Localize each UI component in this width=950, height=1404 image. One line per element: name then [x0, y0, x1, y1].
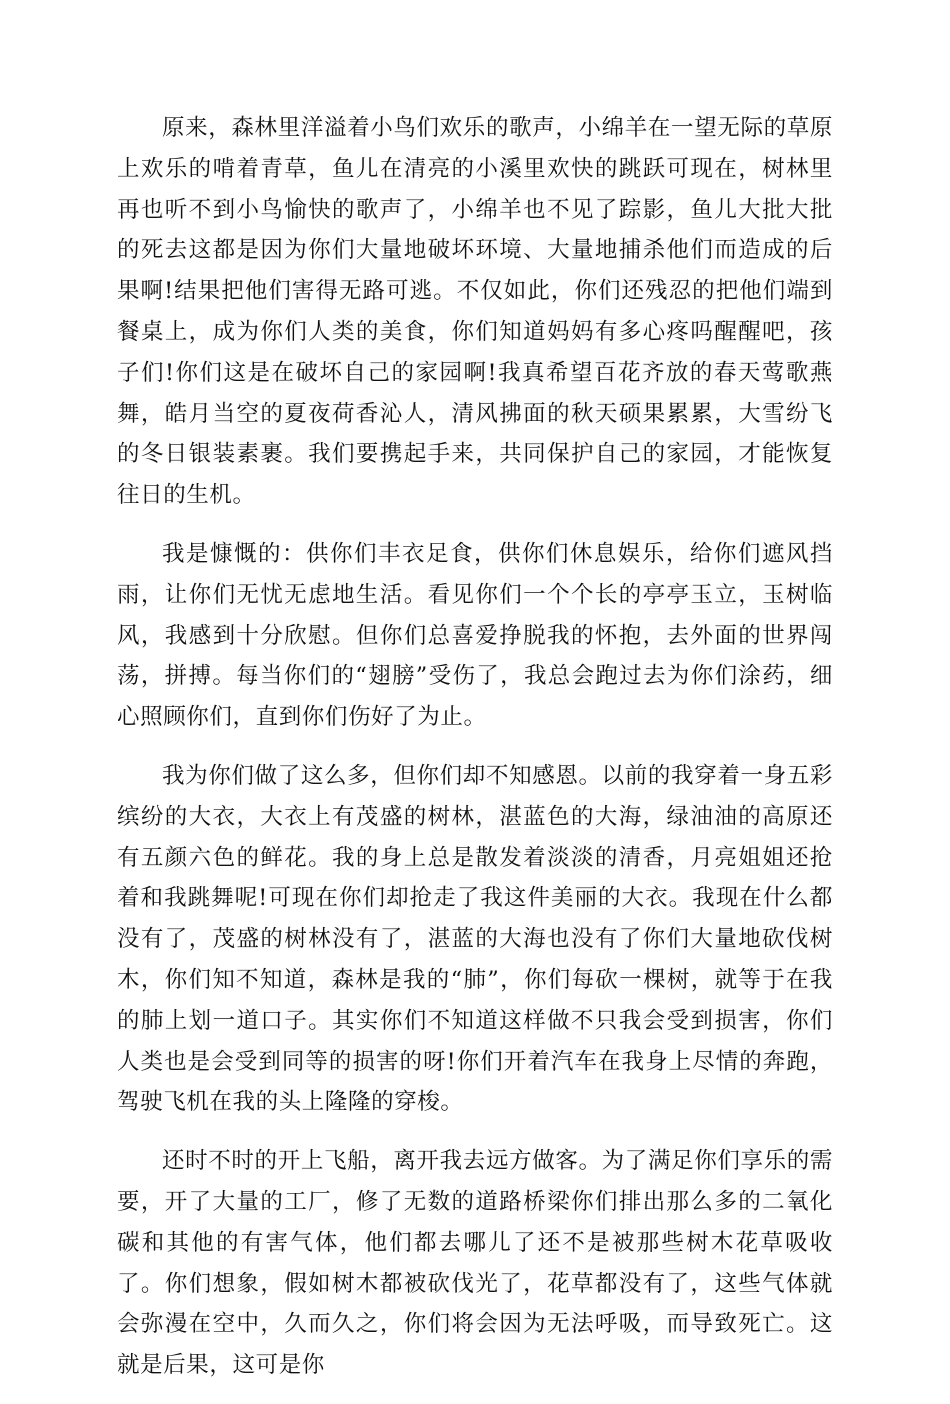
- paragraph-3: 我为你们做了这么多，但你们却不知感恩。以前的我穿着一身五彩缤纷的大衣，大衣上有茂盛的树林，湛蓝色的大海，绿油油的高原还有五颜六色的鲜花。我的身上总是散发着淡淡的清香，月亮姐姐还抢着和我跳舞呢!可现在你们却抢走了我这件美丽的大衣。我现在什么都没有了，茂盛的树林没有了，湛蓝的大海也没有了你们大量地砍伐树木，你们知不知道，森林是我的“肺”，你们每砍一棵树，就等于在我的肺上划一道口子。其实你们不知道这样做不只我会受到损害，你们人类也是会受到同等的损害的呀!你们开着汽车在我身上尽情的奔跑，驾驶飞机在我的头上隆隆的穿梭。: [117, 762, 833, 1116]
- document-page: [117, 108, 833, 1404]
- paragraph-2: 我是慷慨的：供你们丰衣足食，供你们休息娱乐，给你们遮风挡雨，让你们无忧无虑地生活。看见你们一个个长的亭亭玉立，玉树临风，我感到十分欣慰。但你们总喜爱挣脱我的怀抱，去外面的世界闯荡，拼搏。每当你们的“翅膀”受伤了，我总会跑过去为你们涂药，细心照顾你们，直到你们伤好了为止。: [117, 540, 833, 731]
- paragraph-1: 原来，森林里洋溢着小鸟们欢乐的歌声，小绵羊在一望无际的草原上欢乐的啃着青草，鱼儿在清亮的小溪里欢快的跳跃可现在，树林里再也听不到小鸟愉快的歌声了，小绵羊也不见了踪影，鱼儿大批大批的死去这都是因为你们大量地破坏环境、大量地捕杀他们而造成的后果啊!结果把他们害得无路可逃。不仅如此，你们还残忍的把他们端到餐桌上，成为你们人类的美食，你们知道妈妈有多心疼吗醒醒吧，孩子们!你们这是在破坏自己的家园啊!我真希望百花齐放的春天莺歌燕舞，皓月当空的夏夜荷香沁人，清风拂面的秋天硕果累累，大雪纷飞的冬日银装素裹。我们要携起手来，共同保护自己的家园，才能恢复往日的生机。: [117, 115, 833, 509]
- paragraph-4: 还时不时的开上飞船，离开我去远方做客。为了满足你们享乐的需要，开了大量的工厂，修了无数的道路桥梁你们排出那么多的二氧化碳和其他的有害气体，他们都去哪儿了还不是被那些树木花草吸收了。你们想象，假如树木都被砍伐光了，花草都没有了，这些气体就会弥漫在空中，久而久之，你们将会因为无法呼吸，而导致死亡。这就是后果，这可是你: [117, 1148, 833, 1379]
